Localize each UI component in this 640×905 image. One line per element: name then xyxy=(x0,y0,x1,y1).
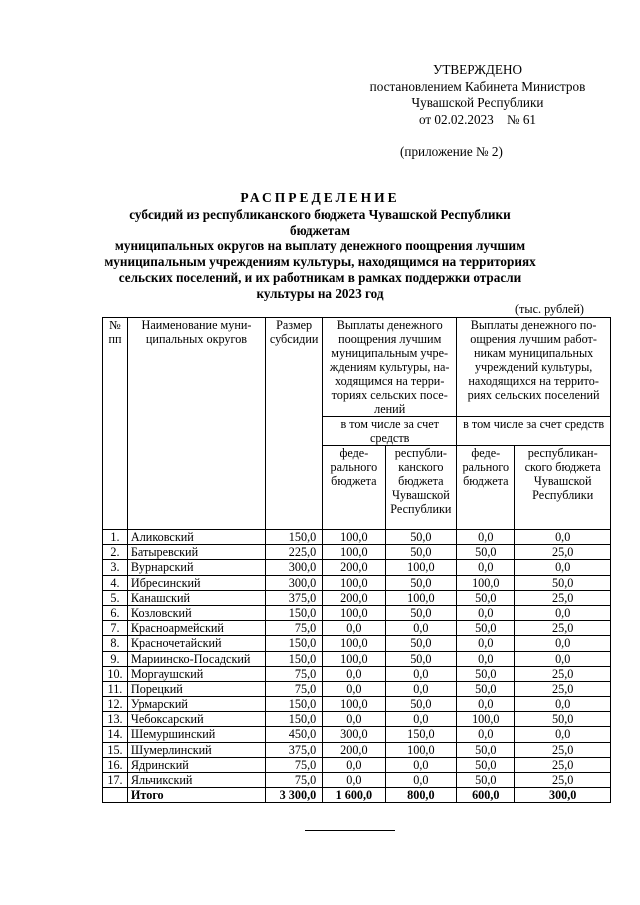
institutions-federal: 100,0 xyxy=(323,651,385,666)
institutions-federal: 100,0 xyxy=(323,605,385,620)
header-size: Размер субсидии xyxy=(266,318,323,530)
institutions-republic: 50,0 xyxy=(385,651,457,666)
approval-block xyxy=(355,62,600,128)
workers-federal: 0,0 xyxy=(457,530,515,545)
institutions-republic: 800,0 xyxy=(385,788,457,803)
approved-date: от 02.02.2023 № 61 xyxy=(418,111,537,127)
approved-label: УТВЕРЖДЕНО xyxy=(432,62,523,77)
district-name: Урмарский xyxy=(127,697,265,712)
header-workers: Выплаты денежного по-ощрения лучшим работ-никам муниципальных учреждений культуры, находящихся на террито-риях сельских поселений xyxy=(457,318,611,417)
header-republic: республикан-ского бюджета Чувашской Республики xyxy=(515,446,611,530)
workers-federal: 50,0 xyxy=(457,621,515,636)
table-row xyxy=(103,757,611,772)
title-line: муниципальным учреждениям культуры, находящимся на территориях xyxy=(104,254,536,270)
workers-republic: 25,0 xyxy=(515,666,611,681)
institutions-republic: 50,0 xyxy=(385,636,457,651)
table-row xyxy=(103,621,611,636)
table-row xyxy=(103,773,611,788)
institutions-republic: 0,0 xyxy=(385,666,457,681)
table-row xyxy=(103,560,611,575)
subsidy-size: 375,0 xyxy=(266,742,323,757)
institutions-federal: 0,0 xyxy=(323,757,385,772)
workers-republic: 25,0 xyxy=(515,773,611,788)
workers-federal: 0,0 xyxy=(457,560,515,575)
district-name: Чебоксарский xyxy=(127,712,265,727)
institutions-federal: 0,0 xyxy=(323,666,385,681)
subsidy-size: 150,0 xyxy=(266,697,323,712)
header-including: в том числе за счет средств xyxy=(323,417,457,446)
workers-federal: 0,0 xyxy=(457,697,515,712)
institutions-federal: 0,0 xyxy=(323,681,385,696)
institutions-republic: 50,0 xyxy=(385,697,457,712)
subsidy-size: 3 300,0 xyxy=(266,788,323,803)
workers-federal: 50,0 xyxy=(457,545,515,560)
workers-federal: 50,0 xyxy=(457,681,515,696)
subsidy-size: 300,0 xyxy=(266,560,323,575)
subsidy-size: 300,0 xyxy=(266,575,323,590)
title-line: субсидий из республиканского бюджета Чувашской Республики бюджетам xyxy=(129,206,511,238)
institutions-federal: 0,0 xyxy=(323,712,385,727)
district-name: Моргаушский xyxy=(127,666,265,681)
row-number: 14. xyxy=(103,727,128,742)
workers-federal: 50,0 xyxy=(457,666,515,681)
title-heading: РАСПРЕДЕЛЕНИЕ xyxy=(240,190,400,205)
subsidy-size: 75,0 xyxy=(266,757,323,772)
institutions-republic: 0,0 xyxy=(385,621,457,636)
institutions-federal: 100,0 xyxy=(323,636,385,651)
header-including: в том числе за счет средств xyxy=(457,417,611,446)
institutions-republic: 100,0 xyxy=(385,560,457,575)
table-row xyxy=(103,666,611,681)
institutions-federal: 100,0 xyxy=(323,545,385,560)
institutions-republic: 50,0 xyxy=(385,545,457,560)
subsidy-size: 225,0 xyxy=(266,545,323,560)
row-number: 16. xyxy=(103,757,128,772)
district-name: Аликовский xyxy=(127,530,265,545)
workers-republic: 25,0 xyxy=(515,742,611,757)
row-number: 12. xyxy=(103,697,128,712)
subsidy-size: 150,0 xyxy=(266,605,323,620)
workers-republic: 0,0 xyxy=(515,636,611,651)
workers-federal: 0,0 xyxy=(457,727,515,742)
row-number: 8. xyxy=(103,636,128,651)
institutions-republic: 150,0 xyxy=(385,727,457,742)
table-row xyxy=(103,590,611,605)
institutions-federal: 200,0 xyxy=(323,742,385,757)
row-number xyxy=(103,788,128,803)
workers-federal: 100,0 xyxy=(457,575,515,590)
row-number: 15. xyxy=(103,742,128,757)
row-number: 3. xyxy=(103,560,128,575)
row-number: 10. xyxy=(103,666,128,681)
row-number: 6. xyxy=(103,605,128,620)
institutions-federal: 0,0 xyxy=(323,621,385,636)
subsidy-size: 375,0 xyxy=(266,590,323,605)
row-number: 1. xyxy=(103,530,128,545)
table-row xyxy=(103,636,611,651)
institutions-republic: 0,0 xyxy=(385,757,457,772)
workers-federal: 100,0 xyxy=(457,712,515,727)
title-line: сельских поселений, и их работникам в рамках поддержки отрасли xyxy=(118,269,522,285)
institutions-federal: 100,0 xyxy=(323,697,385,712)
workers-federal: 50,0 xyxy=(457,773,515,788)
table-header-row xyxy=(103,318,611,417)
subsidy-size: 75,0 xyxy=(266,681,323,696)
table-row xyxy=(103,681,611,696)
row-number: 17. xyxy=(103,773,128,788)
subsidy-size: 75,0 xyxy=(266,666,323,681)
table-row xyxy=(103,605,611,620)
total-row xyxy=(103,788,611,803)
workers-republic: 50,0 xyxy=(515,575,611,590)
district-name: Красночетайский xyxy=(127,636,265,651)
approved-org: Чувашской Республики xyxy=(411,95,544,110)
workers-republic: 0,0 xyxy=(515,697,611,712)
workers-republic: 0,0 xyxy=(515,651,611,666)
row-number: 13. xyxy=(103,712,128,727)
institutions-republic: 100,0 xyxy=(385,590,457,605)
header-name: Наименование муни-ципальных округов xyxy=(127,318,265,530)
institutions-federal: 100,0 xyxy=(323,575,385,590)
table-row xyxy=(103,530,611,545)
district-name: Порецкий xyxy=(127,681,265,696)
distribution-table xyxy=(102,317,611,803)
district-name: Вурнарский xyxy=(127,560,265,575)
workers-republic: 0,0 xyxy=(515,530,611,545)
row-number: 7. xyxy=(103,621,128,636)
table-row xyxy=(103,575,611,590)
workers-federal: 50,0 xyxy=(457,757,515,772)
institutions-federal: 300,0 xyxy=(323,727,385,742)
district-name: Канашский xyxy=(127,590,265,605)
subsidy-size: 75,0 xyxy=(266,621,323,636)
row-number: 4. xyxy=(103,575,128,590)
district-name: Шемуршинский xyxy=(127,727,265,742)
workers-republic: 300,0 xyxy=(515,788,611,803)
institutions-republic: 0,0 xyxy=(385,681,457,696)
workers-federal: 600,0 xyxy=(457,788,515,803)
table-row xyxy=(103,651,611,666)
workers-federal: 0,0 xyxy=(457,636,515,651)
district-name: Мариинско-Посадский xyxy=(127,651,265,666)
total-label: Итого xyxy=(127,788,265,803)
district-name: Козловский xyxy=(127,605,265,620)
workers-republic: 25,0 xyxy=(515,621,611,636)
institutions-federal: 0,0 xyxy=(323,773,385,788)
approved-by: постановлением Кабинета Министров xyxy=(369,78,586,94)
subsidy-size: 450,0 xyxy=(266,727,323,742)
institutions-republic: 50,0 xyxy=(385,575,457,590)
table-row xyxy=(103,712,611,727)
subsidy-size: 150,0 xyxy=(266,651,323,666)
institutions-republic: 100,0 xyxy=(385,742,457,757)
title-line: культуры на 2023 год xyxy=(256,285,384,301)
row-number: 5. xyxy=(103,590,128,605)
district-name: Шумерлинский xyxy=(127,742,265,757)
subsidy-size: 150,0 xyxy=(266,530,323,545)
workers-republic: 50,0 xyxy=(515,712,611,727)
table-row xyxy=(103,545,611,560)
institutions-federal: 200,0 xyxy=(323,590,385,605)
workers-federal: 50,0 xyxy=(457,742,515,757)
workers-federal: 0,0 xyxy=(457,605,515,620)
workers-republic: 0,0 xyxy=(515,727,611,742)
table-row xyxy=(103,697,611,712)
title-line: муниципальных округов на выплату денежного поощрения лучшим xyxy=(114,238,526,254)
subsidy-size: 150,0 xyxy=(266,712,323,727)
district-name: Батыревский xyxy=(127,545,265,560)
institutions-republic: 50,0 xyxy=(385,530,457,545)
workers-republic: 25,0 xyxy=(515,757,611,772)
document-title xyxy=(100,190,540,302)
row-number: 2. xyxy=(103,545,128,560)
institutions-republic: 0,0 xyxy=(385,712,457,727)
header-federal: феде-рального бюджета xyxy=(457,446,515,530)
units-label: (тыс. рублей) xyxy=(515,302,584,316)
institutions-republic: 50,0 xyxy=(385,605,457,620)
institutions-federal: 1 600,0 xyxy=(323,788,385,803)
header-republic: республи-канского бюджета Чувашской Республики xyxy=(385,446,457,530)
workers-republic: 0,0 xyxy=(515,560,611,575)
district-name: Красноармейский xyxy=(127,621,265,636)
subsidy-size: 150,0 xyxy=(266,636,323,651)
workers-federal: 50,0 xyxy=(457,590,515,605)
workers-republic: 25,0 xyxy=(515,590,611,605)
table-row xyxy=(103,727,611,742)
row-number: 9. xyxy=(103,651,128,666)
institutions-federal: 200,0 xyxy=(323,560,385,575)
workers-republic: 25,0 xyxy=(515,681,611,696)
district-name: Яльчикский xyxy=(127,773,265,788)
district-name: Ядринский xyxy=(127,757,265,772)
header-institutions: Выплаты денежного поощрения лучшим муниципальным учре-ждениям культуры, на-ходящимся на терри-ториях сельских посе-лений xyxy=(323,318,457,417)
footer-divider xyxy=(305,830,395,831)
workers-republic: 0,0 xyxy=(515,605,611,620)
institutions-republic: 0,0 xyxy=(385,773,457,788)
district-name: Ибресинский xyxy=(127,575,265,590)
workers-federal: 0,0 xyxy=(457,651,515,666)
appendix-label: (приложение № 2) xyxy=(400,144,503,159)
institutions-federal: 100,0 xyxy=(323,530,385,545)
header-no: № пп xyxy=(103,318,128,530)
subsidy-size: 75,0 xyxy=(266,773,323,788)
row-number: 11. xyxy=(103,681,128,696)
workers-republic: 25,0 xyxy=(515,545,611,560)
table-row xyxy=(103,742,611,757)
header-federal: феде-рального бюджета xyxy=(323,446,385,530)
